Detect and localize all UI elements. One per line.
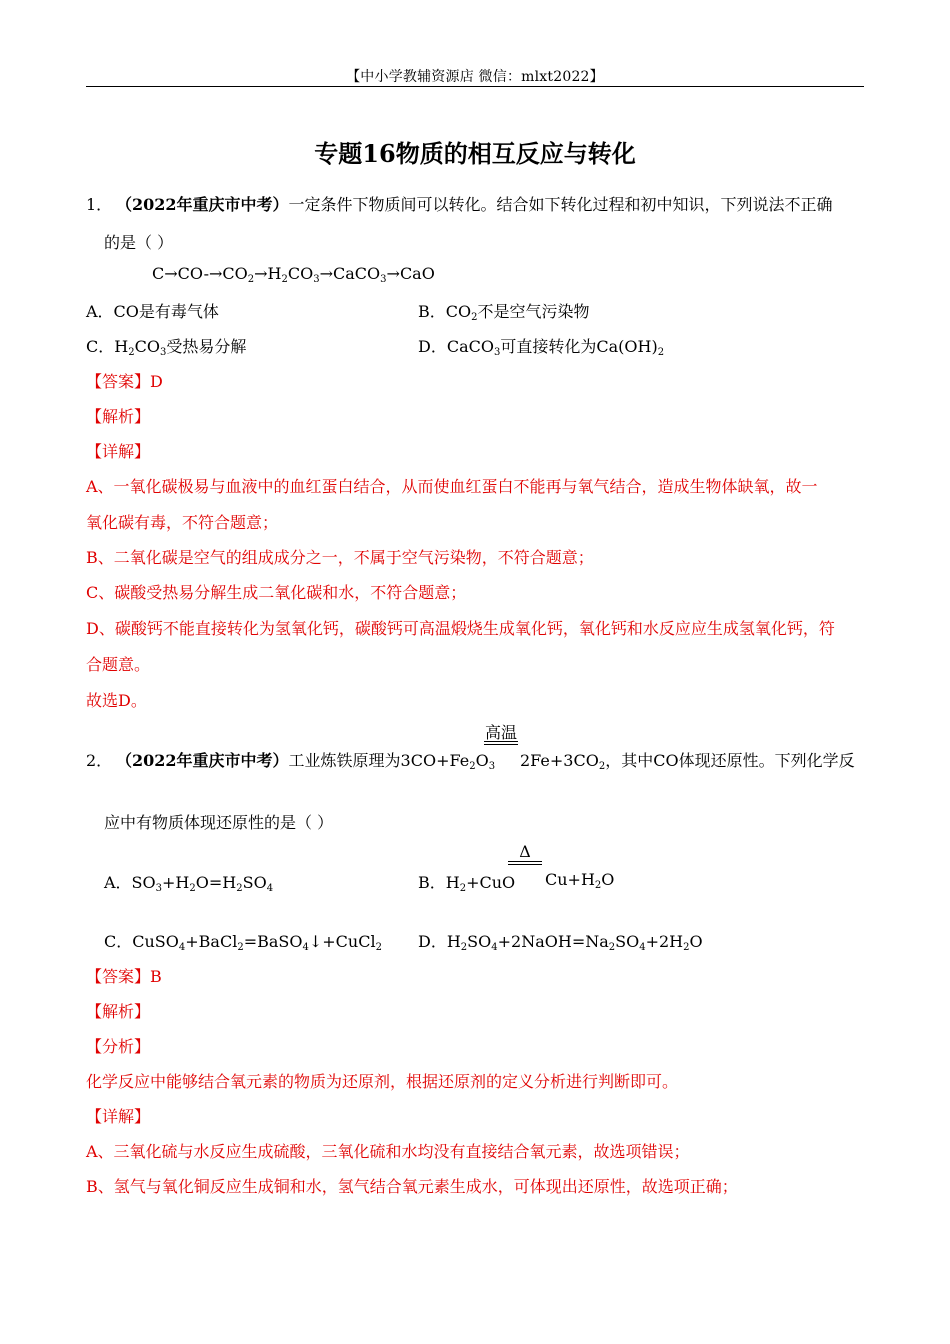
- q2-option-b-bar-bottom: [508, 864, 542, 865]
- q2-fenxi-text: 化学反应中能够结合氧元素的物质为还原剂，根据还原剂的定义分析进行判断即可。: [86, 1072, 679, 1091]
- q1-detail-d-line-1: D、碳酸钙不能直接转化为氢氧化钙，碳酸钙可高温煅烧生成氧化钙，氧化钙和水反应应生成氢氧化钙，符: [86, 619, 835, 638]
- header-divider: [86, 86, 864, 87]
- q2-detail-b: B、氢气与氧化铜反应生成铜和水，氢气结合氧元素生成水，可体现出还原性，故选项正确；: [86, 1177, 738, 1196]
- q1-stem-line-2: 的是（ ）: [104, 233, 174, 252]
- q1-detail-a-line-1: A、一氧化碳极易与血液中的血红蛋白结合，从而使血红蛋白不能再与氧气结合，造成生物体缺氧，故一: [86, 477, 818, 496]
- q2-equals-bar-top: [484, 741, 518, 742]
- q2-option-b-condition: Δ: [519, 842, 531, 861]
- q1-detail-d-line-2: 合题意。: [86, 655, 151, 674]
- q1-detail-b: B、二氧化碳是空气的组成成分之一，不属于空气污染物，不符合题意；: [86, 548, 594, 567]
- q2-fenxi-label: 【分析】: [86, 1037, 151, 1056]
- q2-number: 2．: [86, 751, 113, 770]
- q1-number: 1．: [86, 195, 113, 214]
- q1-option-a: A．CO是有毒气体: [86, 302, 219, 321]
- q1-source: （2022年重庆市中考）: [116, 195, 289, 214]
- q2-detail-a: A、三氧化硫与水反应生成硫酸，三氧化硫和水均没有直接结合氧元素，故选项错误；: [86, 1142, 690, 1161]
- page-title: 专题16物质的相互反应与转化: [314, 139, 636, 168]
- q2-stem-line-2: 应中有物质体现还原性的是（ ）: [104, 813, 334, 832]
- q1-conversion-chain: $C\to CO-\to CO_2\to H_2CO_3\to CaCO_3\to CaO$: [152, 264, 435, 285]
- q2-condition-label: 高温: [484, 723, 517, 742]
- q1-answer: 【答案】D: [86, 372, 163, 391]
- q2-source: （2022年重庆市中考）: [116, 751, 289, 770]
- q2-detail-label: 【详解】: [86, 1107, 151, 1126]
- q2-option-b-left: B．$H_2+CuO$: [418, 873, 516, 894]
- q1-detail-c: C、碳酸受热易分解生成二氧化碳和水，不符合题意；: [86, 583, 467, 602]
- q1-option-b: B．$CO_2$不是空气污染物: [418, 302, 590, 323]
- q1-conclusion: 故选D。: [86, 691, 147, 710]
- q1-detail-label: 【详解】: [86, 442, 151, 461]
- q1-analysis-label: 【解析】: [86, 407, 151, 426]
- q2-answer: 【答案】B: [86, 967, 162, 986]
- q2-option-d: D．$H_2SO_4+2NaOH=Na_2SO_4+2H_2O$: [418, 932, 703, 953]
- q1-detail-a-line-2: 氧化碳有毒，不符合题意；: [86, 513, 279, 532]
- q2-option-a: A．$SO_3+H_2O=H_2SO_4$: [104, 873, 274, 894]
- q2-analysis-label: 【解析】: [86, 1002, 151, 1021]
- q2-answer-value: B: [150, 967, 162, 986]
- q2-stem-line-1: [86, 748, 495, 771]
- q2-option-c: C．CuSO$_4$+BaCl$_2$=BaSO$_4$↓+CuCl$_2$: [104, 932, 382, 953]
- q1-answer-value: D: [150, 372, 163, 391]
- q1-stem-line-1: [86, 192, 833, 215]
- q1-option-d: D．CaCO$_3$可直接转化为$Ca(OH)_2$: [418, 337, 665, 358]
- q2-stem-equation-right: $2Fe+3CO_2$，其中CO体现还原性。下列化学反: [520, 751, 855, 772]
- q1-option-c: C．$H_2CO_3$受热易分解: [86, 337, 247, 358]
- q2-option-b-right: $Cu+H_2O$: [545, 870, 615, 891]
- q1-stem-text: 一定条件下物质间可以转化。结合如下转化过程和初中知识，下列说法不正确: [288, 195, 833, 214]
- page-header: 【中小学教辅资源店 微信：mlxt2022】: [346, 69, 604, 85]
- q2-stem-equation-left: 工业炼铁原理为$3CO+Fe_2O_3$: [288, 751, 496, 772]
- q2-equals-bar-bottom: [484, 744, 518, 745]
- q2-option-b-bar-top: [508, 861, 542, 862]
